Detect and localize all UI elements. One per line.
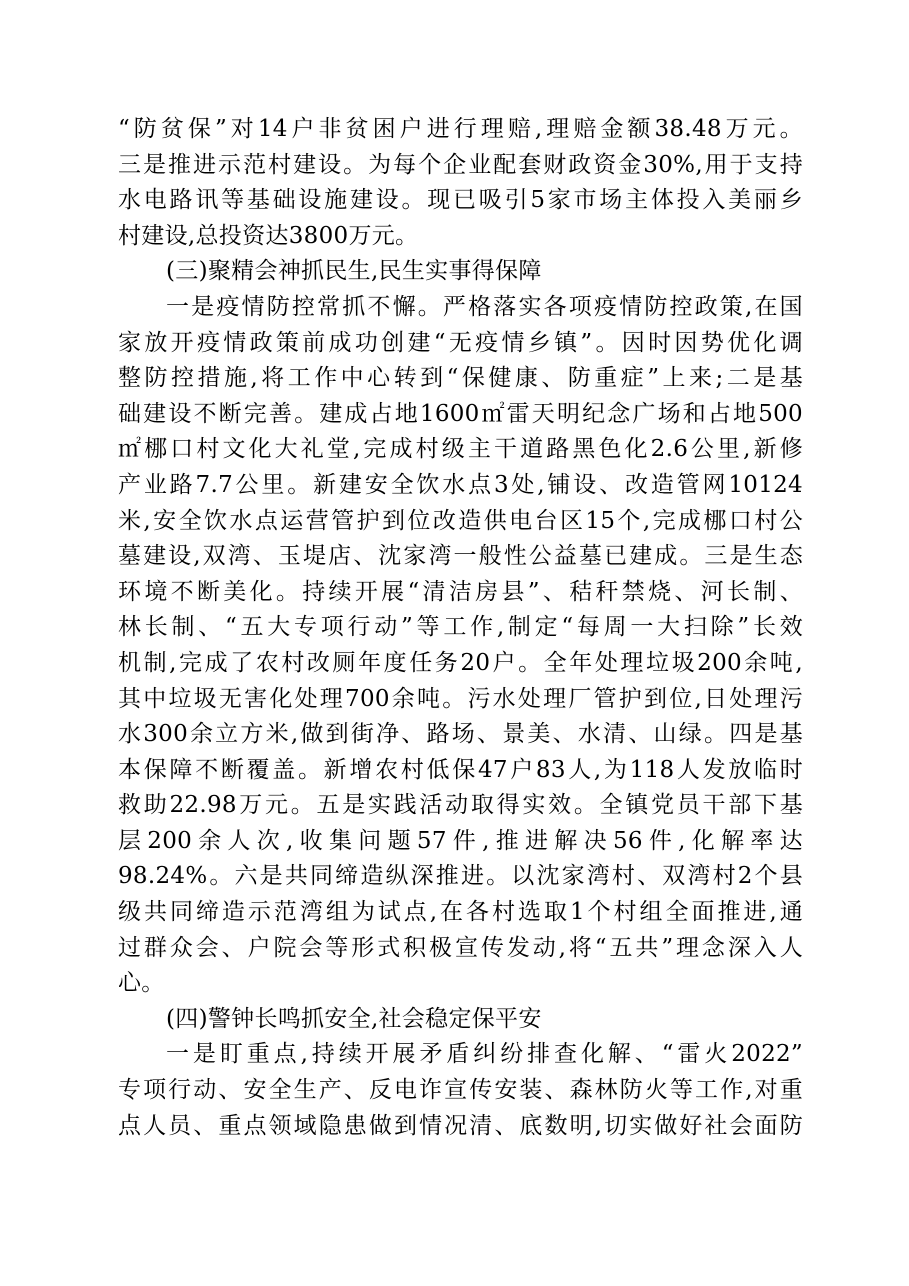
- section-heading-4: (四)警钟长鸣抓安全,社会稳定保平安: [166, 1005, 542, 1032]
- text-line: 家放开疫情政策前成功创建“无疫情乡镇”。因时因势优化调: [118, 329, 803, 356]
- text-line: 98.24%。六是共同缔造纵深推进。以沈家湾村、双湾村2个县: [118, 863, 803, 890]
- text-line: 水300余立方米,做到街净、路场、景美、水清、山绿。四是基: [118, 721, 803, 748]
- text-line: 其中垃圾无害化处理700余吨。污水处理厂管护到位,日处理污: [118, 685, 803, 712]
- text-line: 环境不断美化。持续开展“清洁房县”、秸秆禁烧、河长制、: [118, 578, 803, 605]
- text-line: 三是推进示范村建设。为每个企业配套财政资金30%,用于支持: [118, 151, 803, 178]
- text-line: 墓建设,双湾、玉堤店、沈家湾一般性公益墓已建成。三是生态: [118, 543, 803, 570]
- text-line: 救助22.98万元。五是实践活动取得实效。全镇党员干部下基: [118, 792, 803, 819]
- text-line: 水电路讯等基础设施建设。现已吸引5家市场主体投入美丽乡: [118, 187, 803, 214]
- text-line: ㎡梛口村文化大礼堂,完成村级主干道路黑色化2.6公里,新修: [118, 436, 803, 463]
- text-line: 一是疫情防控常抓不懈。严格落实各项疫情防控政策,在国: [166, 293, 803, 320]
- text-line: 本保障不断覆盖。新增农村低保47户83人,为118人发放临时: [118, 756, 803, 783]
- text-line: “防贫保”对14户非贫困户进行理赔,理赔金额38.48万元。: [118, 116, 803, 142]
- text-line: 林长制、“五大专项行动”等工作,制定“每周一大扫除”长效: [118, 614, 803, 641]
- text-line: 一是盯重点,持续开展矛盾纠纷排查化解、“雷火2022”: [166, 1041, 803, 1068]
- text-line: 专项行动、安全生产、反电诈宣传安装、森林防火等工作,对重: [118, 1077, 803, 1104]
- text-line: 点人员、重点领域隐患做到情况清、底数明,切实做好社会面防: [118, 1112, 803, 1139]
- text-line: 础建设不断完善。建成占地1600㎡雷天明纪念广场和占地500: [118, 400, 803, 427]
- text-line: 心。: [118, 970, 165, 997]
- text-line: 层200余人次,收集问题57件,推进解决56件,化解率达: [118, 827, 803, 854]
- text-line: 过群众会、户院会等形式积极宣传发动,将“五共”理念深入人: [118, 934, 803, 961]
- text-line: 机制,完成了农村改厕年度任务20户。全年处理垃圾200余吨,: [118, 649, 803, 676]
- text-line: 产业路7.7公里。新建安全饮水点3处,铺设、改造管网10124: [118, 471, 803, 498]
- section-heading-3: (三)聚精会神抓民生,民生实事得保障: [166, 258, 542, 285]
- text-line: 米,安全饮水点运营管护到位改造供电台区15个,完成梛口村公: [118, 507, 803, 534]
- text-line: 村建设,总投资达3800万元。: [118, 222, 419, 249]
- body-text: [118, 112, 803, 1144]
- text-line: 级共同缔造示范湾组为试点,在各村选取1个村组全面推进,通: [118, 899, 803, 926]
- text-line: 整防控措施,将工作中心转到“保健康、防重症”上来;二是基: [118, 365, 803, 392]
